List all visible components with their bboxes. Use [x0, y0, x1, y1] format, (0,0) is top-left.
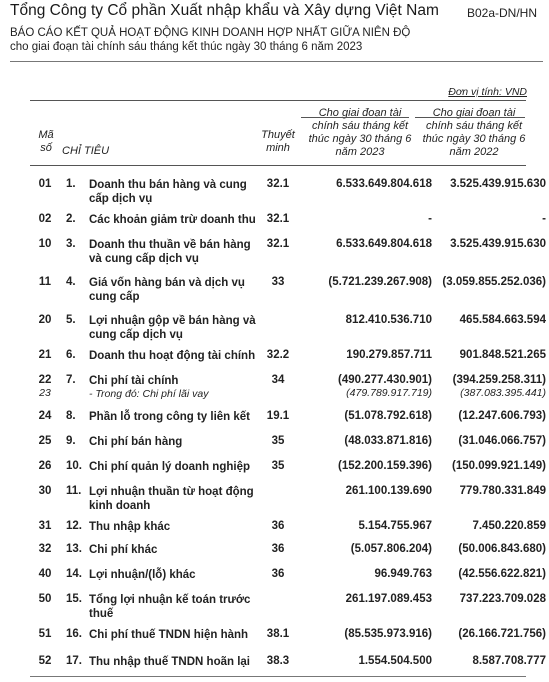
row-value-previous: 901.848.521.265: [459, 349, 546, 361]
row-code: 50: [38, 593, 52, 605]
row-label: Doanh thu thuần về bán hàng và cung cấp dịch vụ: [89, 239, 251, 265]
row-code: 22: [38, 374, 52, 386]
row-value-previous: -: [542, 213, 546, 225]
row-label: Doanh thu bán hàng và cung cấp dịch vụ: [89, 179, 247, 205]
row-code: 40: [38, 568, 52, 580]
row-value-current: (85.535.973.916): [344, 628, 432, 640]
row-number: 5.: [66, 314, 76, 326]
row-label: - Trong đó: Chi phí lãi vay: [89, 388, 209, 400]
row-label: Phần lỗ trong công ty liên kết: [89, 411, 251, 423]
row-note: 32.1: [266, 178, 290, 190]
form-code: B02a-DN/HN: [466, 6, 537, 20]
bottom-divider: [30, 676, 526, 677]
row-value-previous: (50.006.843.680): [458, 543, 546, 555]
row-label: Chi phí quản lý doanh nghiệp: [89, 461, 250, 473]
header-underline-previous: [415, 117, 525, 118]
row-label: Chi phí khác: [89, 544, 158, 556]
row-label: Thu nhập khác: [89, 521, 171, 533]
row-value-previous: (31.046.066.757): [458, 435, 546, 447]
row-label: Các khoản giảm trừ doanh thu: [89, 214, 256, 226]
row-value-current: 6.533.649.804.618: [336, 238, 432, 250]
row-value-previous: (387.083.395.441): [460, 387, 546, 399]
row-value-current: (51.078.792.618): [344, 410, 432, 422]
row-note: 38.3: [266, 655, 290, 667]
row-note: 33: [271, 276, 285, 288]
row-note: 34: [271, 374, 285, 386]
row-value-current: (48.033.871.816): [344, 435, 432, 447]
row-value-previous: (26.166.721.756): [458, 628, 546, 640]
row-value-previous: 3.525.439.915.630: [450, 238, 546, 250]
row-number: 4.: [66, 276, 76, 288]
row-label: Chi phí bán hàng: [89, 436, 183, 448]
row-label: Lợi nhuận/(lỗ) khác: [89, 569, 196, 581]
row-number: 17.: [66, 655, 82, 667]
row-number: 12.: [66, 520, 82, 532]
row-number: 9.: [66, 435, 76, 447]
row-value-current: -: [428, 213, 432, 225]
company-name: Tổng Công ty Cổ phần Xuất nhập khẩu và Xây dựng Việt Nam: [10, 2, 439, 19]
row-value-current: (152.200.159.396): [338, 460, 432, 472]
row-code: 51: [38, 628, 52, 640]
row-value-current: (5.721.239.267.908): [328, 276, 432, 288]
row-label: Giá vốn hàng bán và dịch vụ cung cấp: [89, 277, 245, 303]
row-value-current: (490.277.430.901): [338, 374, 432, 386]
row-value-current: (479.789.917.719): [346, 387, 432, 399]
row-code: 23: [39, 387, 51, 399]
row-label: Chi phí thuế TNDN hiện hành: [89, 629, 249, 641]
row-number: 14.: [66, 568, 82, 580]
row-value-current: 6.533.649.804.618: [336, 178, 432, 190]
row-label: Chi phí tài chính: [89, 375, 179, 387]
row-label: Tổng lợi nhuận kế toán trước thuế: [89, 594, 251, 620]
row-value-current: 96.949.763: [374, 568, 432, 580]
row-value-current: (5.057.806.204): [350, 543, 432, 555]
row-code: 20: [38, 314, 52, 326]
row-code: 01: [38, 178, 52, 190]
column-header-current: Cho giai đoạn tài chính sáu tháng kết thúc ngày 30 tháng 6 năm 2023: [308, 107, 412, 158]
row-number: 13.: [66, 543, 82, 555]
row-value-previous: 465.584.663.594: [459, 314, 546, 326]
row-number: 8.: [66, 410, 76, 422]
column-header-previous: Cho giai đoạn tài chính sáu tháng kết thúc ngày 30 tháng 6 năm 2022: [422, 107, 526, 158]
row-number: 16.: [66, 628, 82, 640]
row-code: 31: [38, 520, 52, 532]
row-number: 15.: [66, 593, 82, 605]
column-header-note: Thuyết minh: [261, 129, 295, 154]
row-note: 38.1: [266, 628, 290, 640]
row-label: Thu nhập thuế TNDN hoãn lại: [89, 656, 250, 668]
row-code: 24: [38, 410, 52, 422]
column-header-item: CHỈ TIÊU: [62, 145, 110, 157]
row-value-previous: 8.587.708.777: [472, 655, 546, 667]
row-value-previous: 737.223.709.028: [459, 593, 546, 605]
row-value-previous: 7.450.220.859: [472, 520, 546, 532]
row-value-current: 1.554.504.500: [358, 655, 432, 667]
row-note: 35: [271, 435, 285, 447]
row-code: 02: [38, 213, 52, 225]
row-number: 2.: [66, 213, 76, 225]
row-value-previous: (3.059.855.252.036): [442, 276, 546, 288]
row-code: 25: [38, 435, 52, 447]
row-value-current: 261.100.139.690: [345, 485, 432, 497]
row-number: 11.: [66, 485, 82, 497]
row-value-current: 190.279.857.711: [346, 349, 432, 361]
row-number: 10.: [66, 460, 82, 472]
row-value-current: 5.154.755.967: [358, 520, 432, 532]
header-divider: [10, 61, 543, 62]
row-code: 32: [38, 543, 52, 555]
row-code: 52: [38, 655, 52, 667]
row-value-previous: 3.525.439.915.630: [450, 178, 546, 190]
row-note: 32.2: [266, 349, 290, 361]
row-note: 36: [271, 543, 285, 555]
column-header-code: Mã số: [38, 129, 54, 154]
row-note: 19.1: [266, 410, 290, 422]
row-note: 32.1: [266, 213, 290, 225]
table-header: [30, 100, 526, 166]
row-value-previous: (42.556.622.821): [458, 568, 546, 580]
report-period: cho giai đoạn tài chính sáu tháng kết thúc ngày 30 tháng 6 năm 2023: [10, 41, 363, 53]
row-note: 32.1: [266, 238, 290, 250]
row-number: 3.: [66, 238, 76, 250]
row-note: 35: [271, 460, 285, 472]
report-title: BÁO CÁO KẾT QUẢ HOẠT ĐỘNG KINH DOANH HỢP NHẤT GIỮA NIÊN ĐỘ: [10, 27, 411, 39]
row-value-previous: 779.780.331.849: [459, 485, 546, 497]
row-code: 30: [38, 485, 52, 497]
row-value-previous: (12.247.606.793): [458, 410, 546, 422]
row-value-previous: (394.259.258.311): [452, 374, 546, 386]
row-number: 7.: [66, 374, 76, 386]
row-note: 36: [271, 568, 285, 580]
row-code: 21: [38, 349, 52, 361]
row-value-current: 261.197.089.453: [345, 593, 432, 605]
row-note: 36: [271, 520, 285, 532]
row-code: 11: [38, 276, 52, 288]
row-value-previous: (150.099.921.149): [452, 460, 546, 472]
row-number: 1.: [66, 178, 76, 190]
header-underline-current: [301, 117, 409, 118]
row-code: 26: [38, 460, 52, 472]
row-number: 6.: [66, 349, 76, 361]
row-label: Doanh thu hoạt động tài chính: [89, 350, 256, 362]
currency-unit: Đơn vị tính: VND: [448, 86, 527, 98]
row-code: 10: [38, 238, 52, 250]
row-label: Lợi nhuận thuần từ hoạt động kinh doanh: [89, 486, 254, 512]
row-value-current: 812.410.536.710: [345, 314, 432, 326]
row-label: Lợi nhuận gộp về bán hàng và cung cấp dịch vụ: [89, 315, 256, 341]
